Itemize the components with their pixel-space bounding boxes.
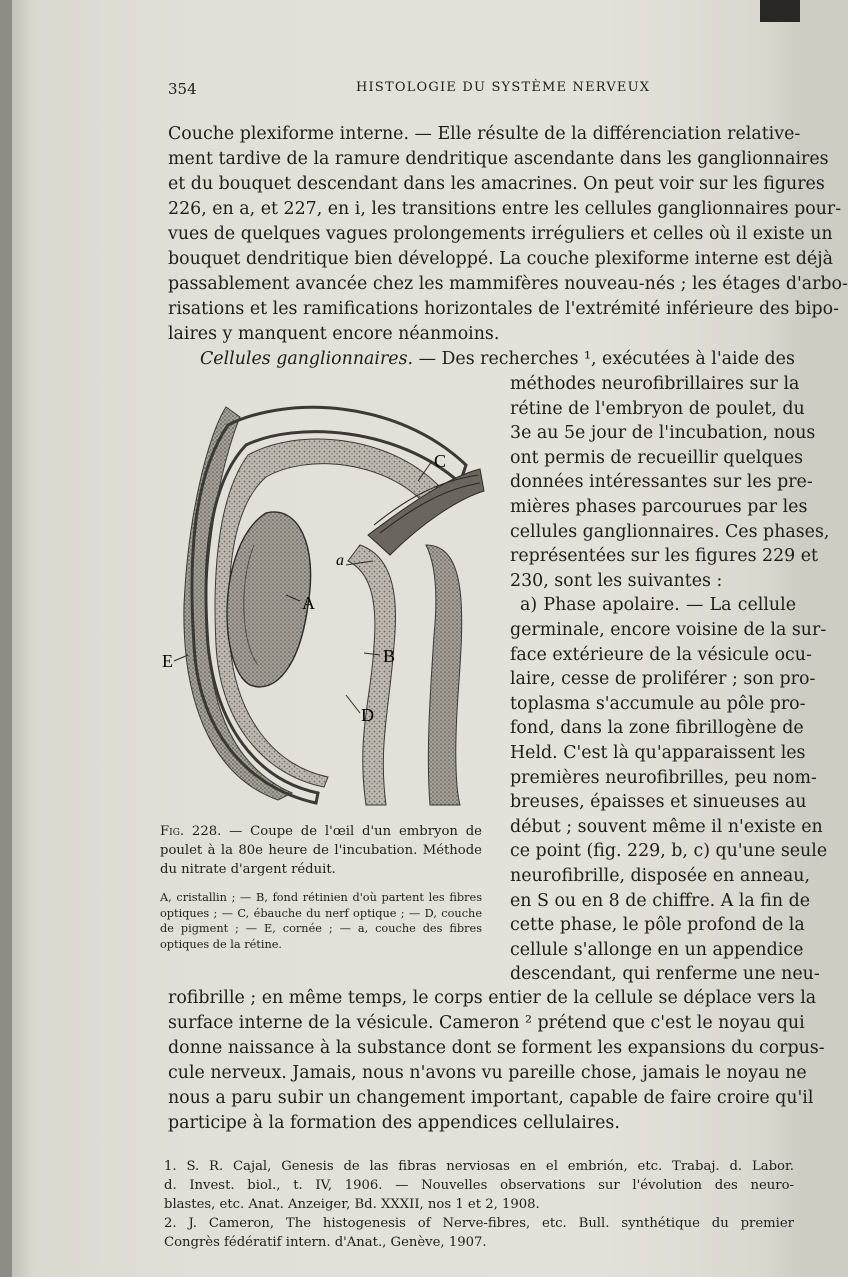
text-line-content: 226, en a, et 227, en i, les transitions entre les cellules ganglionnaires pour- bbox=[168, 199, 842, 219]
figure-legend: A, cristallin ; — B, fond rétinien d'où partent les fibres optiques ; — C, ébauche du nerf optique ; — D, couche de pigment ; — E, cornée ; — a, couche des fibres optiques de la rétine. bbox=[160, 891, 482, 951]
column-text-line-content: germinale, encore voisine de la sur- bbox=[510, 620, 827, 640]
text-line bbox=[168, 1061, 807, 1085]
footnote-line bbox=[164, 1233, 794, 1252]
footnote-line bbox=[164, 1157, 794, 1176]
label-B: B bbox=[383, 646, 396, 666]
lens-crystallin bbox=[227, 512, 311, 687]
column-text-line bbox=[510, 569, 796, 593]
scan-corner-shadow bbox=[760, 0, 800, 22]
footnote-line-content: 1. S. R. Cajal, Genesis de las fibras nerviosas en el embrión, etc. Trabaj. d. Labor. bbox=[164, 1159, 794, 1174]
text-line-content: cule nerveux. Jamais, nous n'avons vu pareille chose, jamais le noyau ne bbox=[168, 1063, 807, 1083]
figure-caption-text: — Coupe de l'œil d'un embryon de poulet à la 80e heure de l'incubation. Méthode du nitrate d'argent réduit. bbox=[160, 824, 482, 877]
column-text-line-content: descendant, qui renferme une neu- bbox=[510, 964, 820, 985]
retinal-fundus bbox=[348, 545, 396, 805]
footnote-line bbox=[164, 1176, 794, 1195]
text-line-content: et du bouquet descendant dans les amacrines. On peut voir sur les figures bbox=[168, 174, 825, 194]
text-line bbox=[168, 1011, 805, 1035]
column-text-line bbox=[510, 790, 807, 814]
text-line-content: passablement avancée chez les mammifères nouveau-nés ; les étages d'arbo- bbox=[168, 274, 848, 294]
column-text-line bbox=[510, 593, 796, 617]
column-text-line bbox=[510, 913, 805, 937]
label-a: a bbox=[336, 552, 344, 569]
column-text-line-content: ce point (fig. 229, b, c) qu'une seule bbox=[510, 841, 828, 862]
footnote-line-content: 2. J. Cameron, The histogenesis of Nerve-fibres, etc. Bull. synthétique du premier bbox=[164, 1216, 794, 1231]
column-text-line bbox=[510, 446, 804, 470]
text-line-content: nous a paru subir un changement important, capable de faire croire qu'il bbox=[168, 1088, 814, 1108]
footnote-line bbox=[164, 1214, 794, 1233]
column-text-line bbox=[510, 692, 806, 716]
text-line bbox=[168, 1111, 794, 1135]
column-text-line-content: neurofibrille, disposée en anneau, bbox=[510, 866, 810, 886]
text-line-content: surface interne de la vésicule. Cameron ² prétend que c'est le noyau qui bbox=[168, 1013, 805, 1033]
text-line-content: vues de quelques vagues prolongements irréguliers et celles où il existe un bbox=[168, 224, 833, 244]
running-title: HISTOLOGIE DU SYSTÈME NERVEUX bbox=[356, 80, 651, 95]
column-text-line-content: face extérieure de la vésicule ocu- bbox=[510, 644, 812, 665]
column-text-line-content: rétine de l'embryon de poulet, du bbox=[510, 398, 805, 419]
column-text-line bbox=[510, 716, 804, 740]
column-text-line-content: en S ou en 8 de chiffre. A la fin de bbox=[510, 890, 811, 911]
column-text-line bbox=[510, 618, 827, 642]
page-number: 354 bbox=[168, 80, 197, 98]
footnote-line bbox=[164, 1195, 794, 1214]
figure-228-illustration bbox=[162, 395, 488, 815]
column-text-line-content: cette phase, le pôle profond de la bbox=[510, 915, 805, 936]
column-text-line-content: début ; souvent même il n'existe en bbox=[510, 816, 823, 837]
text-line bbox=[168, 986, 817, 1010]
column-text-line bbox=[510, 741, 806, 765]
text-line bbox=[168, 197, 842, 221]
text-line bbox=[168, 172, 825, 196]
text-line-content: rofibrille ; en même temps, le corps entier de la cellule se déplace vers la bbox=[168, 988, 817, 1008]
column-text-line-content: 230, sont les suivantes : bbox=[510, 570, 723, 591]
column-text-line-content: breuses, épaisses et sinueuses au bbox=[510, 792, 807, 813]
column-text-line bbox=[510, 495, 808, 519]
book-spine-shadow bbox=[0, 0, 12, 1277]
figure-caption bbox=[160, 822, 482, 879]
section-heading-italic: Cellules ganglionnaires. bbox=[200, 349, 414, 369]
column-text-line bbox=[510, 544, 819, 568]
text-line-content: participe à la formation des appendices cellulaires. bbox=[168, 1113, 620, 1133]
text-line bbox=[168, 322, 794, 346]
text-line-content: Couche plexiforme interne. — Elle résulte de la différenciation relative- bbox=[168, 124, 801, 144]
column-text-line-content: données intéressantes sur les pre- bbox=[510, 472, 813, 493]
text-line bbox=[168, 147, 829, 171]
text-line bbox=[168, 1086, 814, 1110]
column-text-line-content: cellules ganglionnaires. Ces phases, bbox=[510, 521, 830, 542]
column-text-line bbox=[510, 421, 816, 445]
column-text-line-content: 3e au 5e jour de l'incubation, nous bbox=[510, 423, 816, 444]
footnote-line-content: Congrès fédératif intern. d'Anat., Genève, 1907. bbox=[164, 1235, 487, 1250]
column-text-line bbox=[510, 372, 800, 396]
column-text-line bbox=[510, 643, 812, 667]
text-line bbox=[168, 122, 801, 146]
text-line-content: donne naissance à la substance dont se forment les expansions du corpus- bbox=[168, 1038, 825, 1058]
text-line bbox=[168, 222, 833, 246]
text-line-content: risations et les ramifications horizontales de l'extrémité inférieure des bipo- bbox=[168, 299, 840, 319]
text-line-content: bouquet dendritique bien développé. La couche plexiforme interne est déjà bbox=[168, 249, 833, 269]
label-E: E bbox=[162, 651, 173, 671]
text-line bbox=[168, 1036, 825, 1060]
column-text-line bbox=[510, 470, 813, 494]
column-text-line bbox=[510, 520, 830, 544]
text-line bbox=[168, 297, 840, 321]
column-text-line-content: premières neurofibrilles, peu nom- bbox=[510, 767, 817, 788]
column-text-line bbox=[510, 397, 805, 421]
column-text-line-content: laire, cesse de proliférer ; son pro- bbox=[510, 669, 816, 690]
column-text-line bbox=[510, 864, 810, 888]
column-text-line-content: représentées sur les figures 229 et bbox=[510, 546, 819, 567]
label-D: D bbox=[361, 705, 374, 725]
column-text-line bbox=[510, 938, 804, 962]
column-text-line-content: ont permis de recueillir quelques bbox=[510, 447, 804, 468]
column-text-line bbox=[510, 667, 816, 691]
column-text-line-content: a) Phase apolaire. — La cellule bbox=[520, 595, 796, 616]
footnote-line-content: d. Invest. biol., t. IV, 1906. — Nouvelles observations sur l'évolution des neuro- bbox=[164, 1178, 794, 1193]
eye-section-drawing bbox=[162, 395, 488, 815]
pigment-strip bbox=[426, 545, 462, 805]
text-line-content: ment tardive de la ramure dendritique ascendante dans les ganglionnaires bbox=[168, 149, 829, 169]
column-text-line-content: fond, dans la zone fibrillogène de bbox=[510, 718, 804, 739]
figure-number: Fig. 228. bbox=[160, 824, 222, 839]
text-line bbox=[168, 272, 848, 296]
footnote-line-content: blastes, etc. Anat. Anzeiger, Bd. XXXII, nos 1 et 2, 1908. bbox=[164, 1197, 540, 1212]
section-heading-rest: — Des recherches ¹, exécutées à l'aide des bbox=[413, 349, 795, 369]
column-text-line bbox=[510, 889, 811, 913]
column-text-line bbox=[510, 962, 820, 986]
column-text-line-content: méthodes neurofibrillaires sur la bbox=[510, 374, 800, 394]
column-text-line-content: Held. C'est là qu'apparaissent les bbox=[510, 743, 806, 763]
column-text-line bbox=[510, 839, 828, 863]
column-text-line-content: cellule s'allonge en un appendice bbox=[510, 939, 804, 960]
column-text-line bbox=[510, 766, 817, 790]
label-A: A bbox=[302, 593, 315, 613]
running-head bbox=[0, 80, 800, 110]
label-C: C bbox=[434, 451, 447, 471]
column-text-line bbox=[510, 815, 823, 839]
text-line-content: laires y manquent encore néanmoins. bbox=[168, 324, 500, 344]
text-line bbox=[168, 247, 833, 271]
section-heading-line bbox=[168, 347, 794, 371]
column-text-line-content: toplasma s'accumule au pôle pro- bbox=[510, 693, 806, 714]
column-text-line-content: mières phases parcourues par les bbox=[510, 497, 808, 517]
